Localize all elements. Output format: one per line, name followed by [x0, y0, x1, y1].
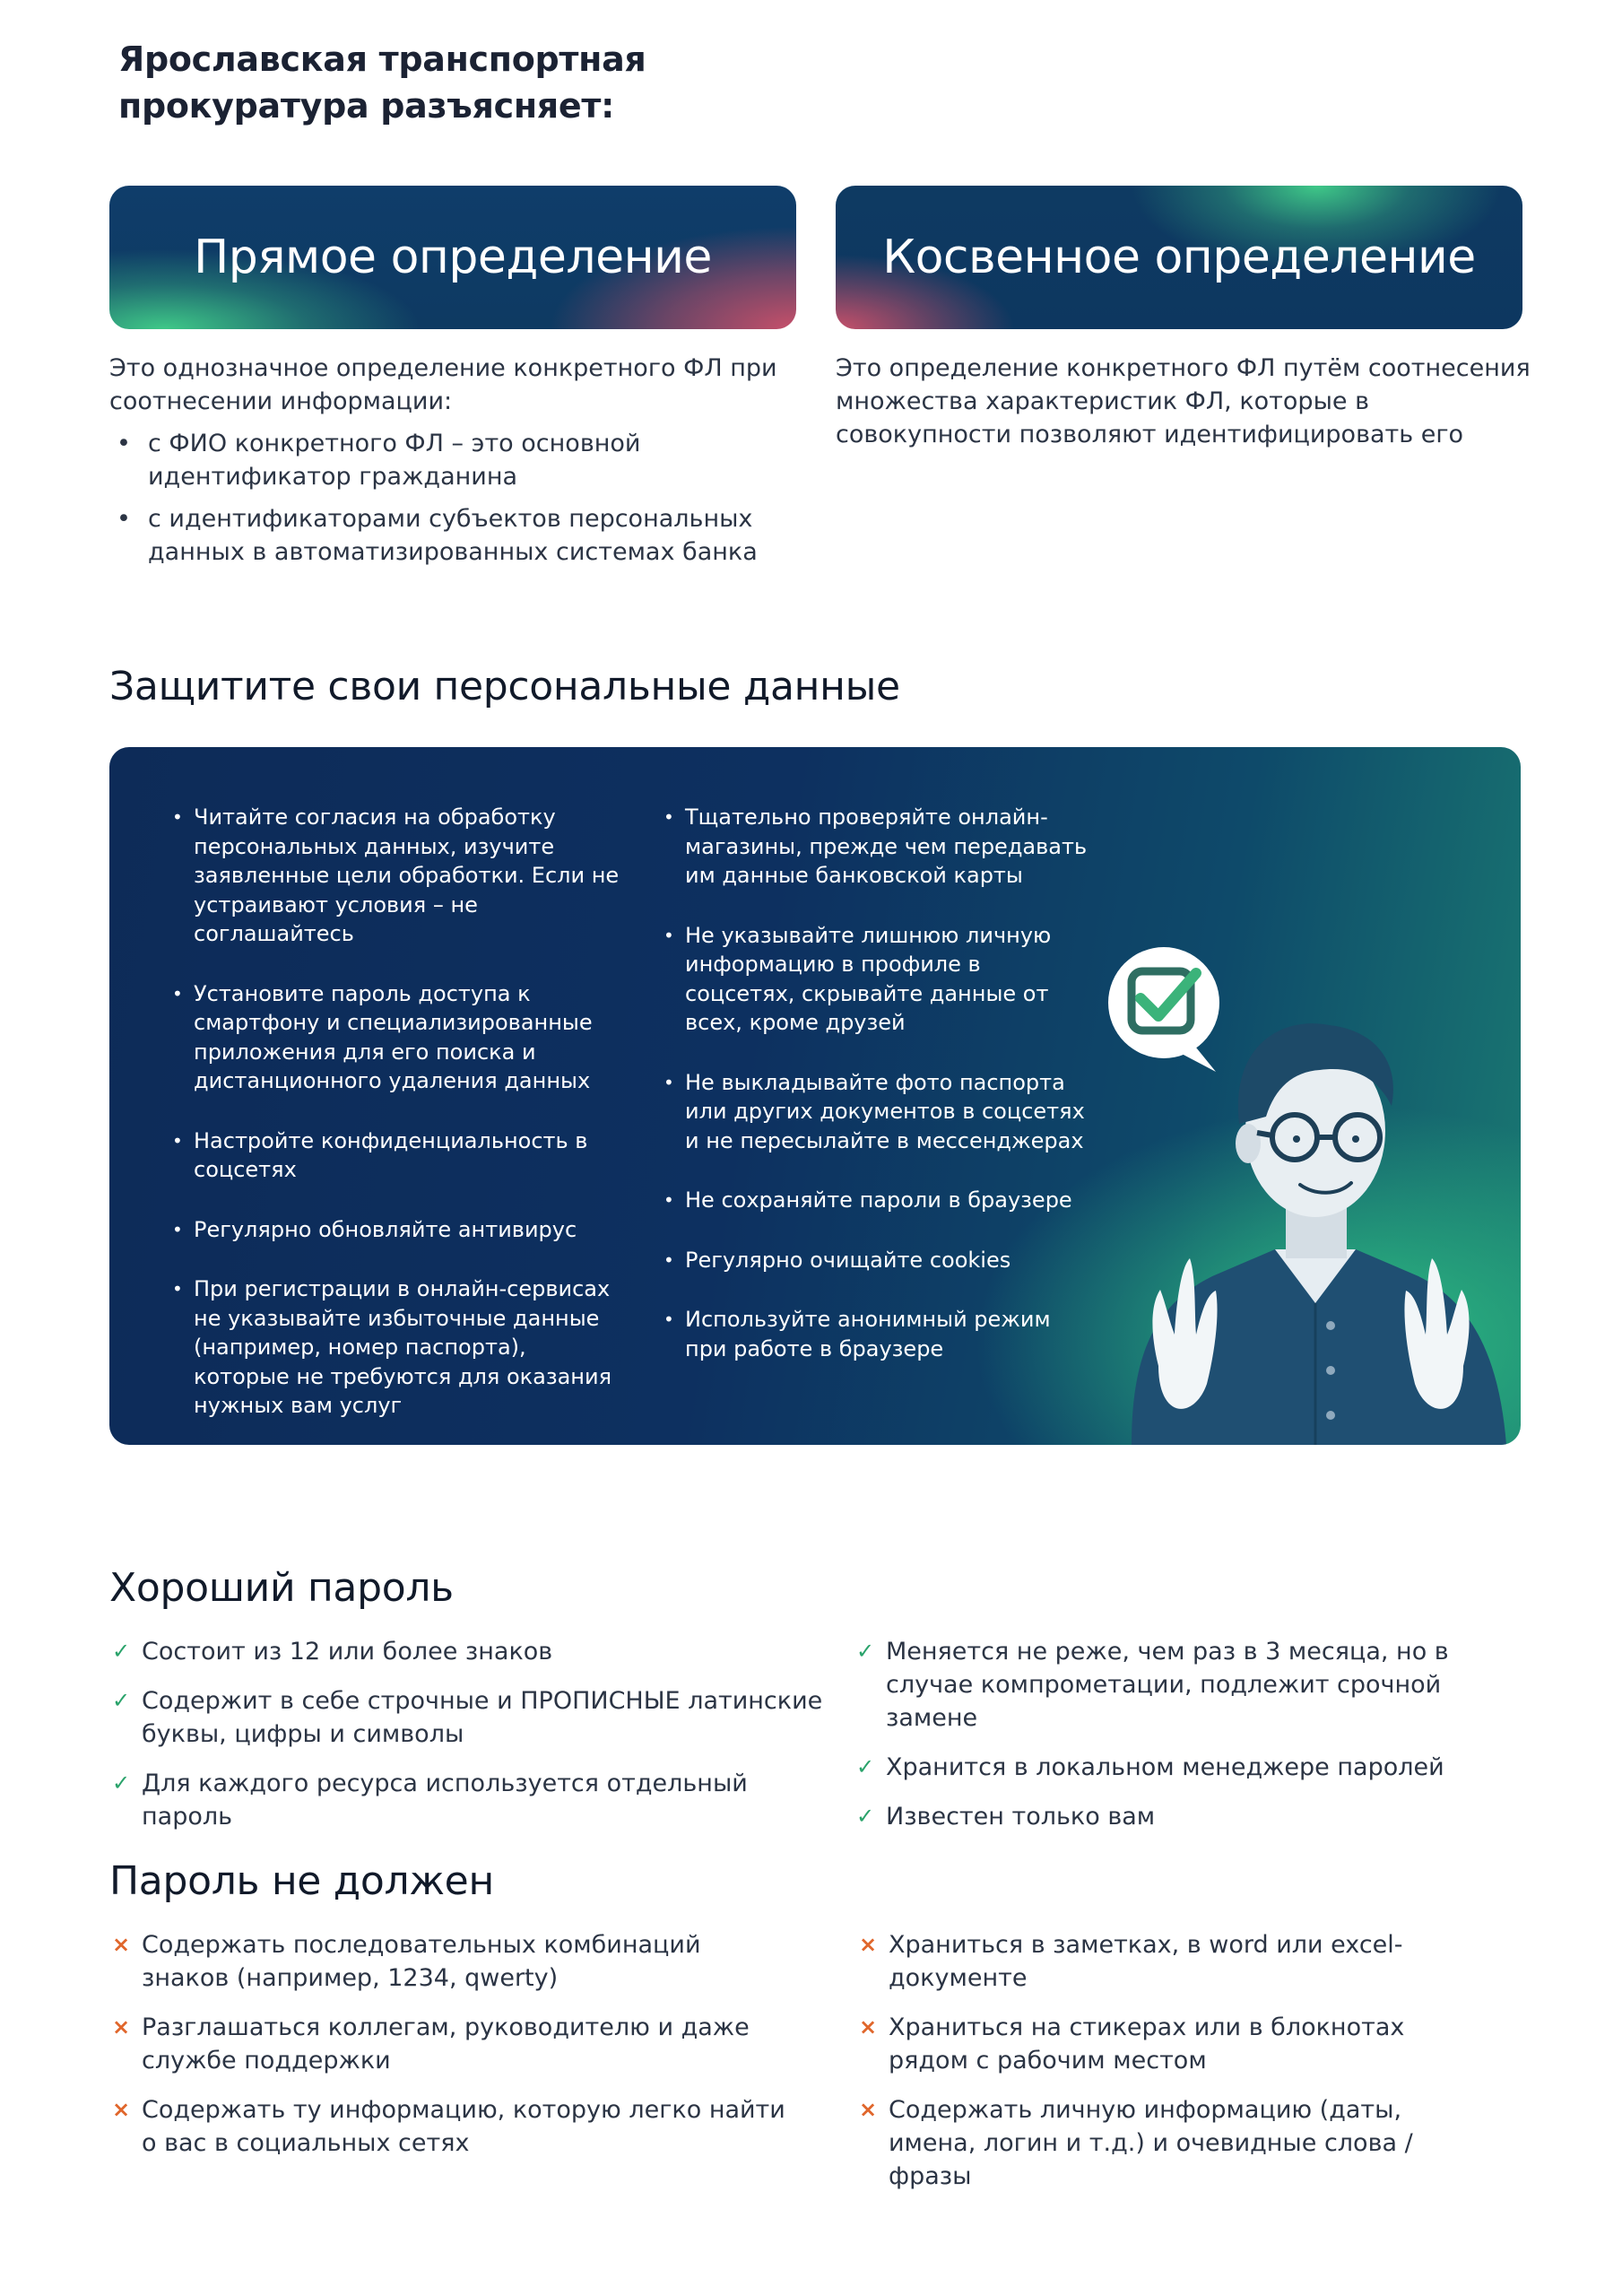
good-password-list-left: [112, 1635, 829, 1849]
list-item: • с ФИО конкретного ФЛ – это основной идентификатор гражданина: [109, 427, 791, 493]
list-item: ✓ Содержит в себе строчные и ПРОПИСНЫЕ латинские буквы, цифры и символы: [112, 1684, 829, 1751]
cross-mark-icon: ×: [112, 2097, 131, 2122]
good-password-heading: Хороший пароль: [109, 1565, 454, 1611]
list-item: ✓ Известен только вам: [856, 1800, 1538, 1833]
bad-password-list-left: [112, 1928, 794, 2176]
list-item: • Установите пароль доступа к смартфону и специализированные приложения для его поиска и дистанционного удаления данных: [172, 979, 620, 1096]
protect-tips-panel: [109, 747, 1521, 1445]
list-item: × Храниться на стикерах или в блокнотах рядом с рабочим местом: [859, 2011, 1487, 2077]
direct-definition-list: [109, 427, 791, 569]
check-mark-icon: ✓: [112, 1688, 131, 1713]
list-item: • Тщательно проверяйте онлайн-магазины, прежде чем передавать им данные банковской карты: [664, 803, 1094, 891]
list-item: • с идентификаторами субъектов персональных данных в автоматизированных системах банка: [109, 502, 791, 569]
indirect-definition-title: Косвенное определение: [882, 230, 1476, 284]
list-item: • Регулярно обновляйте антивирус: [172, 1215, 620, 1245]
list-item: × Содержать личную информацию (даты, имена, логин и т.д.) и очевидные слова / фразы: [859, 2093, 1487, 2193]
cross-mark-icon: ×: [859, 1932, 878, 1957]
bad-password-list-right: [859, 1928, 1487, 2209]
list-item: ✓ Хранится в локальном менеджере паролей: [856, 1751, 1538, 1784]
bad-password-heading: Пароль не должен: [109, 1858, 494, 1904]
direct-definition-title: Прямое определение: [194, 230, 712, 284]
list-item: × Храниться в заметках, в word или excel-документе: [859, 1928, 1487, 1995]
list-item: • Регулярно очищайте cookies: [664, 1246, 1094, 1275]
list-item: • Настройте конфиденциальность в соцсетях: [172, 1126, 620, 1185]
list-item: • При регистрации в онлайн-сервисах не указывайте избыточные данные (например, номер паспорта), которые не требуются для оказания нужных вам услуг: [172, 1274, 620, 1421]
check-mark-icon: ✓: [112, 1770, 131, 1796]
list-item: • Не указывайте лишнюю личную информацию в профиле в соцсетях, скрывайте данные от всех, кроме друзей: [664, 921, 1094, 1038]
list-item: × Разглашаться коллегам, руководителю и даже службе поддержки: [112, 2011, 794, 2077]
direct-definition-intro: Это однозначное определение конкретного ФЛ при соотнесении информации:: [109, 354, 777, 415]
tips-column-left: [172, 803, 620, 1445]
org-title: [118, 36, 925, 129]
indirect-definition-card: [836, 186, 1522, 329]
list-item: • Не выкладывайте фото паспорта или других документов в соцсетях и не пересылайте в мессенджерах: [664, 1068, 1094, 1156]
list-item: ✓ Состоит из 12 или более знаков: [112, 1635, 829, 1668]
cross-mark-icon: ×: [859, 2014, 878, 2039]
list-item: • Используйте анонимный режим при работе в браузере: [664, 1305, 1094, 1363]
list-item: × Содержать ту информацию, которую легко найти о вас в социальных сетях: [112, 2093, 794, 2160]
list-item: ✓ Меняется не реже, чем раз в 3 месяца, но в случае компрометации, подлежит срочной замене: [856, 1635, 1538, 1735]
cross-mark-icon: ×: [112, 1932, 131, 1957]
list-item: • Читайте согласия на обработку персональных данных, изучите заявленные цели обработки. Если не устраивают условия – не соглашайтесь: [172, 803, 620, 949]
check-mark-icon: ✓: [112, 1639, 131, 1664]
cross-mark-icon: ×: [112, 2014, 131, 2039]
check-mark-icon: ✓: [856, 1639, 875, 1664]
cross-mark-icon: ×: [859, 2097, 878, 2122]
person-illustration: [1096, 882, 1521, 1445]
speech-bubble-check-icon: [1108, 947, 1219, 1072]
check-mark-icon: ✓: [856, 1804, 875, 1829]
tips-column-right: [664, 803, 1094, 1394]
list-item: × Содержать последовательных комбинаций знаков (например, 1234, qwerty): [112, 1928, 794, 1995]
direct-definition-card: [109, 186, 796, 329]
protect-heading: Защитите свои персональные данные: [109, 664, 900, 709]
check-mark-icon: ✓: [856, 1754, 875, 1779]
org-title-line1: Ярославская транспортная: [118, 39, 646, 79]
direct-definition-text: [109, 352, 791, 578]
indirect-definition-text: [836, 352, 1535, 451]
org-title-line2: прокуратура разъясняет:: [118, 86, 614, 126]
indirect-definition-body: Это определение конкретного ФЛ путём соотнесения множества характеристик ФЛ, которые в совокупности позволяют идентифицировать его: [836, 354, 1531, 448]
list-item: • Не сохраняйте пароли в браузере: [664, 1186, 1094, 1215]
good-password-list-right: [856, 1635, 1538, 1849]
list-item: ✓ Для каждого ресурса используется отдельный пароль: [112, 1767, 829, 1833]
